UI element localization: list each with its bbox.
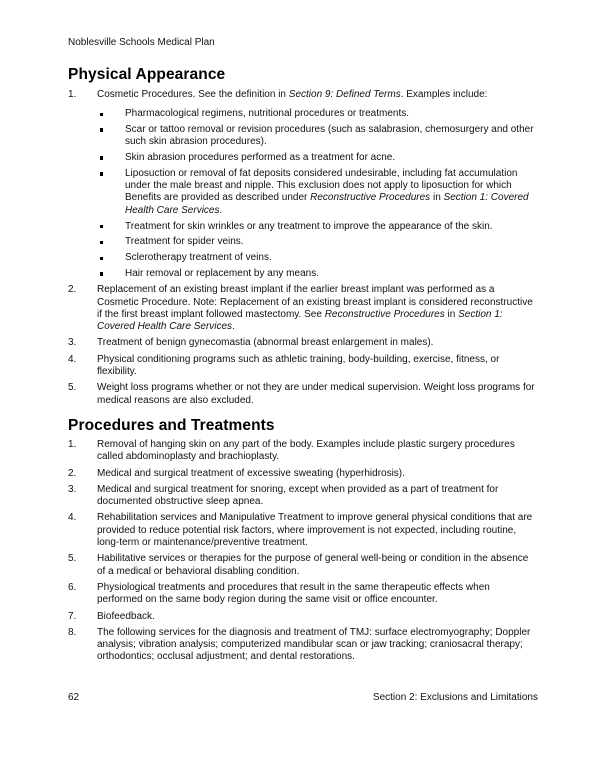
bullet-text: Liposuction or removal of fat deposits considered undesirable, including fat accumulation under the male breast and nipple. This exclusion does not apply to liposuction for which Benefits are provided as described under Reconstructive Procedures in Section 1: Covered Health Care Services. xyxy=(125,167,529,216)
bullet-marker xyxy=(100,241,103,244)
section-heading-physical-appearance: Physical Appearance xyxy=(68,66,226,84)
bullet-item xyxy=(97,268,538,280)
numbered-item xyxy=(68,354,538,379)
bullet-marker xyxy=(100,225,103,228)
section-procedures-treatments xyxy=(68,439,538,664)
item-text: Treatment of benign gynecomastia (abnormal breast enlargement in males). xyxy=(97,337,434,349)
numbered-item xyxy=(68,611,538,623)
bullet-item xyxy=(97,168,538,217)
numbered-item xyxy=(68,284,538,333)
bullet-marker xyxy=(100,257,103,260)
item-text: Removal of hanging skin on any part of the body. Examples include plastic surgery procedures called abdominoplasty and brachioplasty. xyxy=(97,438,515,463)
item-text: The following services for the diagnosis and treatment of TMJ: surface electromyography; Doppler analysis; vibration analysis; computerized mandibular scan or jaw tracking; craniosacral therapy; orthodontics; occlusal adjustment; and dental restorations. xyxy=(97,626,531,663)
bullet-text: Treatment for spider veins. xyxy=(125,236,244,248)
item-number: 8. xyxy=(68,626,77,638)
bullet-list xyxy=(97,108,538,280)
section-physical-appearance xyxy=(68,89,538,407)
item-text: Replacement of an existing breast implant if the earlier breast implant was performed as a Cosmetic Procedure. Note: Replacement of an existing breast implant is considered reconstructive if the first breast implant followed mastectomy. See Reconstructive Procedures in Section 1: Covered Health Care Services. xyxy=(97,284,533,333)
bullet-item xyxy=(97,252,538,264)
item-text: Physiological treatments and procedures that result in the same therapeutic effects when performed on the same body region during the same visit or office encounter. xyxy=(97,581,490,606)
bullet-item xyxy=(97,236,538,248)
numbered-item xyxy=(68,382,538,407)
page-number: 62 xyxy=(68,692,80,703)
item-number: 1. xyxy=(68,438,77,450)
bullet-item xyxy=(97,152,538,164)
bullet-item xyxy=(97,221,538,233)
numbered-item xyxy=(68,468,538,480)
bullet-text: Sclerotherapy treatment of veins. xyxy=(125,252,272,264)
bullet-text: Hair removal or replacement by any means. xyxy=(125,267,319,279)
numbered-item xyxy=(68,512,538,549)
bullet-marker xyxy=(100,272,103,275)
item-number: 4. xyxy=(68,353,77,365)
bullet-marker xyxy=(100,156,103,159)
numbered-item xyxy=(68,439,538,464)
numbered-item xyxy=(68,582,538,607)
item-text: Medical and surgical treatment of excessive sweating (hyperhidrosis). xyxy=(97,467,405,479)
numbered-item xyxy=(68,337,538,349)
bullet-text: Scar or tattoo removal or revision procedures (such as salabrasion, chemosurgery and other such skin abrasion procedures). xyxy=(125,124,534,148)
numbered-item xyxy=(68,89,538,280)
item-text: Weight loss programs whether or not they are under medical supervision. Weight loss programs for medical reasons are also excluded. xyxy=(97,382,535,406)
item-number: 2. xyxy=(68,284,77,296)
running-header: Noblesville Schools Medical Plan xyxy=(68,37,215,48)
footer-section-title: Section 2: Exclusions and Limitations xyxy=(372,692,538,703)
item-text: Biofeedback. xyxy=(97,610,155,622)
bullet-text: Pharmacological regimens, nutritional procedures or treatments. xyxy=(125,108,410,120)
item-number: 6. xyxy=(68,581,77,593)
bullet-text: Skin abrasion procedures performed as a treatment for acne. xyxy=(125,152,396,164)
item-number: 5. xyxy=(68,553,77,565)
bullet-marker xyxy=(100,113,103,116)
item-text: Rehabilitation services and Manipulative Treatment to improve general physical conditions that are provided to reduce potential risk factors, where improvement is not expected, including routine, long-term or maintenance/preventive treatment. xyxy=(97,512,533,549)
numbered-item xyxy=(68,553,538,578)
bullet-marker xyxy=(100,172,103,175)
bullet-text: Treatment for skin wrinkles or any treatment to improve the appearance of the skin. xyxy=(125,220,493,232)
item-number: 3. xyxy=(68,337,77,349)
page-footer xyxy=(68,692,538,704)
numbered-item xyxy=(68,627,538,664)
item-text: Cosmetic Procedures. See the definition in Section 9: Defined Terms. Examples include: xyxy=(97,89,488,101)
item-number: 1. xyxy=(68,89,77,101)
item-text: Habilitative services or therapies for the purpose of general well-being or condition in the absence of a medical or behavioral disabling condition. xyxy=(97,553,529,577)
item-number: 4. xyxy=(68,512,77,524)
item-text: Physical conditioning programs such as athletic training, body-building, exercise, fitness, or flexibility. xyxy=(97,353,500,378)
item-number: 7. xyxy=(68,610,77,622)
item-text: Medical and surgical treatment for snoring, except when provided as a part of treatment for documented obstructive sleep apnea. xyxy=(97,483,499,508)
item-number: 5. xyxy=(68,382,77,394)
item-number: 3. xyxy=(68,483,77,495)
numbered-item xyxy=(68,484,538,509)
bullet-marker xyxy=(100,128,103,131)
section-heading-procedures-treatments: Procedures and Treatments xyxy=(68,416,275,434)
bullet-item xyxy=(97,108,538,120)
bullet-item xyxy=(97,124,538,149)
item-number: 2. xyxy=(68,467,77,479)
